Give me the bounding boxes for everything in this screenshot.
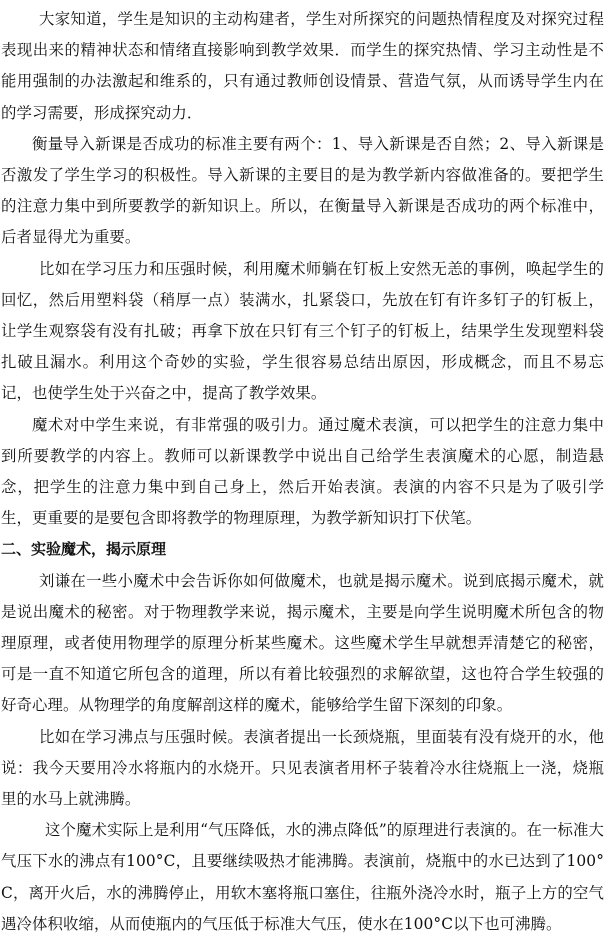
section-heading: 二、实验魔术，揭示原理: [1, 540, 167, 559]
paragraph-reveal-magic: 刘谦在一些小魔术中会告诉你如何做魔术，也就是揭示魔术。说到底揭示魔术，就是说出魔术的秘密。对于物理教学来说，揭示魔术，主要是向学生说明魔术所包含的物理原理，或者使用物理学的原理分析某些魔术。这些魔术学生早就想弄清楚它的秘密，可是一直不知道它所包含的道理，所以有着比较强烈的求解欲望，这也符合学生较强的好奇心理。从物理学的角度解剖这样的魔术，能够给学生留下深刻的印象。: [1, 571, 604, 715]
paragraph-intro: 大家知道，学生是知识的主动构建者，学生对所探究的问题热情程度及对探究过程表现出来的精神状态和情绪直接影响到教学效果．而学生的探究热情、学习主动性是不能用强制的办法激起和维系的，只有通过教师创设情景、营造气氛，从而诱导学生内在的学习需要，形成探究动力．: [1, 10, 604, 122]
paragraph-pressure-example: 比如在学习压力和压强时候，利用魔术师躺在钉板上安然无恙的事例，唤起学生的回忆，然后用塑料袋（稍厚一点）装满水，扎紧袋口，先放在钉有许多钉子的钉板上，让学生观察袋有没有扎破；再拿下放在只钉有三个钉子的钉板上，结果学生发现塑料袋扎破且漏水。利用这个奇妙的实验，学生很容易总结出原因，形成概念，而且不易忘记，也使学生处于兴奋之中，提高了教学效果。: [1, 259, 604, 403]
paragraph-boiling-explanation: 这个魔术实际上是利用“气压降低，水的沸点降低”的原理进行表演的。在一标准大气压下水的沸点有100°C，且要继续吸热才能沸腾。表演前，烧瓶中的水已达到了100°C，离开火后，水的沸腾停止，用软木塞将瓶口塞住，往瓶外浇冷水时，瓶子上方的空气遇冷体积收缩，从而使瓶内的气压低于标准大气压，使水在100°C以下也可沸腾。: [1, 821, 604, 933]
paragraph-boiling-example: 比如在学习沸点与压强时候。表演者提出一长颈烧瓶，里面装有没有烧开的水，他说：我今天要用冷水将瓶内的水烧开。只见表演者用杯子装着冷水往烧瓶上一浇，烧瓶里的水马上就沸腾。: [1, 727, 604, 809]
paragraph-magic-attraction: 魔术对中学生来说，有非常强的吸引力。通过魔术表演，可以把学生的注意力集中到所要教学的内容上。教师可以新课教学中说出自己给学生表演魔术的心愿，制造悬念，把学生的注意力集中到自己身上，然后开始表演。表演的内容不只是为了吸引学生，更重要的是要包含即将教学的物理原理，为教学新知识打下伏笔。: [1, 415, 604, 528]
paragraph-criteria: 衡量导入新课是否成功的标准主要有两个：1、导入新课是否自然；2、导入新课是否激发了学生学习的积极性。导入新课的主要目的是为教学新内容做准备的。要把学生的注意力集中到所要教学的新知识上。所以，在衡量导入新课是否成功的两个标准中，后者显得尤为重要。: [1, 134, 604, 247]
